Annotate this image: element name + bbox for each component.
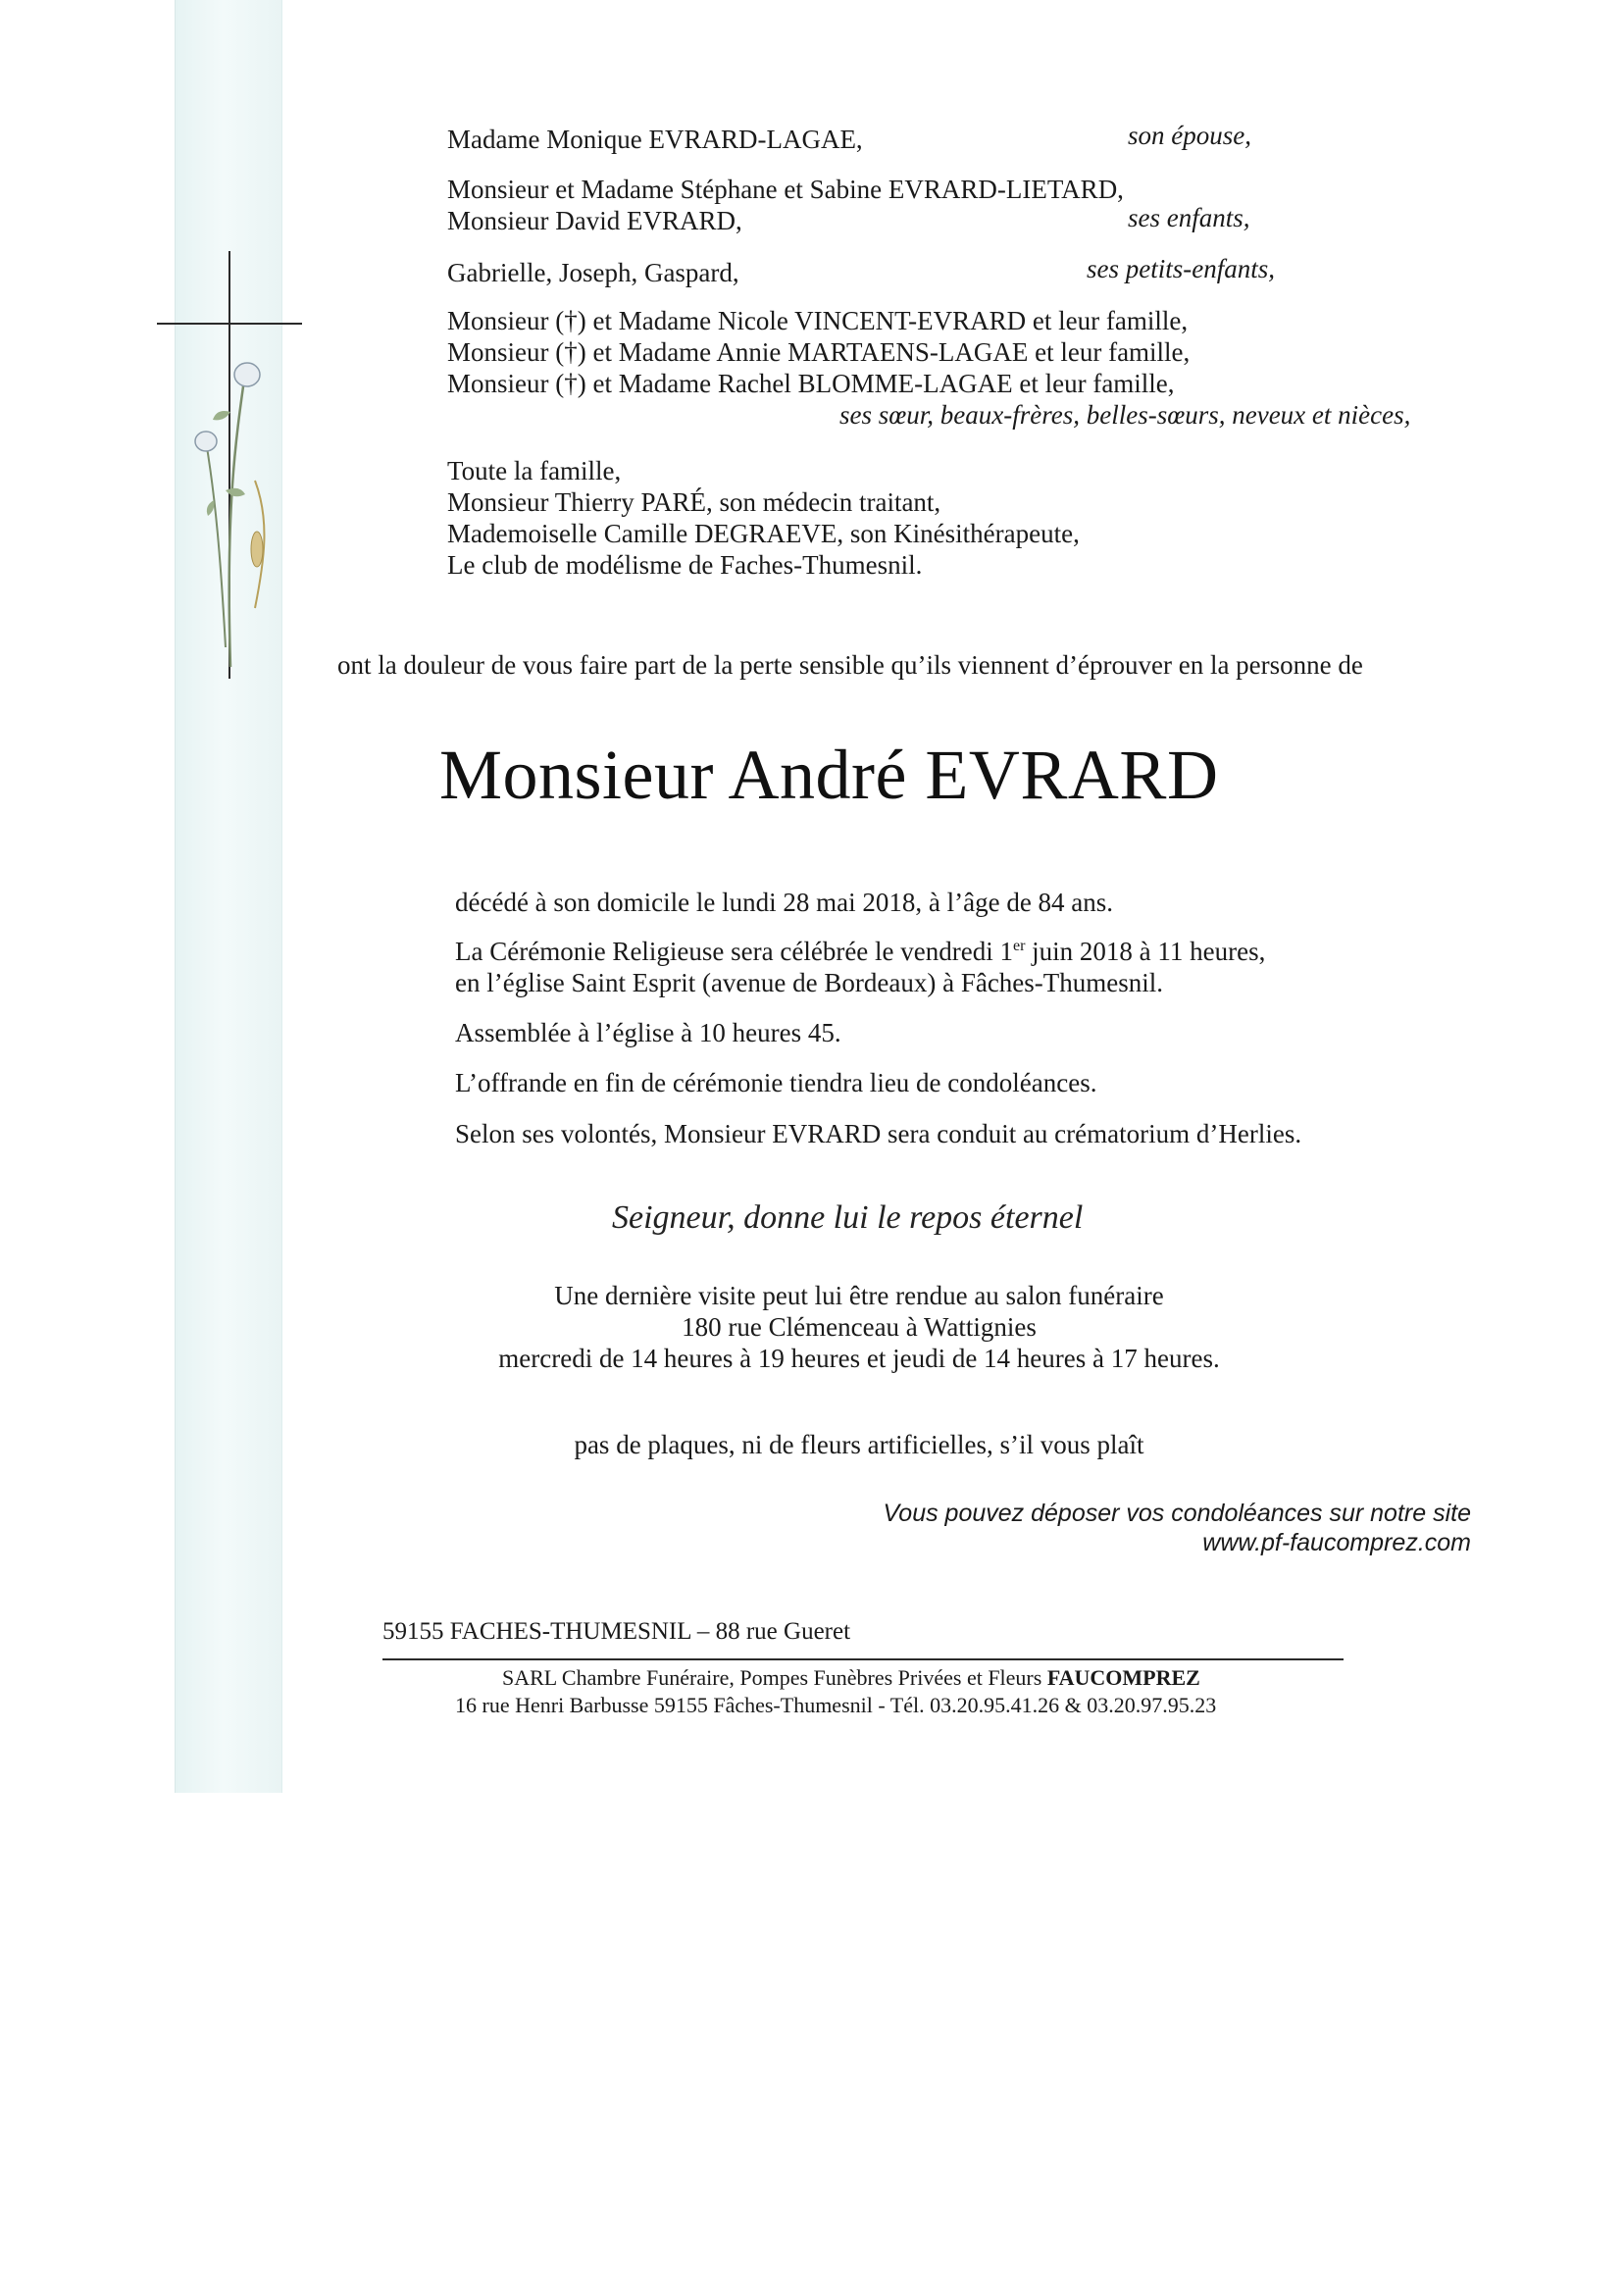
flowers-request: pas de plaques, ni de fleurs artificielles, s’il vous plaît [574,1430,1144,1459]
siblings-line-1: Monsieur (†) et Madame Nicole VINCENT-EVRARD et leur famille, [447,306,1189,335]
spouse-role: son épouse, [1128,121,1251,150]
offering-line: L’offrande en fin de cérémonie tiendra lieu de condoléances. [455,1068,1097,1097]
announcement: ont la douleur de vous faire part de la perte sensible qu’ils viennent d’éprouver en la personne de [337,650,1363,680]
footer-company: SARL Chambre Funéraire, Pompes Funèbres Privées et Fleurs FAUCOMPREZ [502,1665,1200,1690]
website-url[interactable]: www.pf-faucomprez.com [1202,1529,1471,1556]
others-line-4: Le club de modélisme de Faches-Thumesnil. [447,550,923,580]
address-line: 59155 FACHES-THUMESNIL – 88 rue Gueret [382,1618,851,1645]
crematorium-line: Selon ses volontés, Monsieur EVRARD sera conduit au crématorium d’Herlies. [455,1119,1302,1148]
visit-line-1: Une dernière visite peut lui être rendue au salon funéraire [554,1281,1164,1310]
children-line-2: Monsieur David EVRARD, [447,206,742,235]
siblings-role: ses sœur, beaux-frères, belles-sœurs, neveux et nièces, [839,400,1411,430]
children-role: ses enfants, [1128,203,1250,232]
grandchildren: Gabrielle, Joseph, Gaspard, [447,258,739,287]
visit-line-2: 180 rue Clémenceau à Wattignies [682,1312,1037,1342]
prayer-line: Seigneur, donne lui le repos éternel [612,1199,1084,1236]
death-line: décédé à son domicile le lundi 28 mai 2018, à l’âge de 84 ans. [455,888,1114,917]
footer-contact: 16 rue Henri Barbusse 59155 Fâches-Thumesnil - Tél. 03.20.95.41.26 & 03.20.97.95.23 [455,1693,1217,1717]
flower-icon [186,353,294,677]
ceremony-place: en l’église Saint Esprit (avenue de Bordeaux) à Fâches-Thumesnil. [455,968,1164,997]
cross-bar [157,323,302,325]
others-line-1: Toute la famille, [447,456,622,485]
assembly-line: Assemblée à l’église à 10 heures 45. [455,1018,841,1047]
website-line-1: Vous pouvez déposer vos condoléances sur notre site [883,1500,1471,1527]
spouse-name: Madame Monique EVRARD-LAGAE, [447,125,863,154]
deceased-name: Monsieur André EVRARD [439,736,1219,814]
siblings-line-2: Monsieur (†) et Madame Annie MARTAENS-LAGAE et leur famille, [447,337,1191,367]
footer-divider [382,1658,1344,1660]
ceremony-line: La Cérémonie Religieuse sera célébrée le vendredi 1er juin 2018 à 11 heures, [455,937,1266,966]
siblings-line-3: Monsieur (†) et Madame Rachel BLOMME-LAGAE et leur famille, [447,369,1175,398]
grandchildren-role: ses petits-enfants, [1087,254,1275,283]
visit-line-3: mercredi de 14 heures à 19 heures et jeudi de 14 heures à 17 heures. [498,1344,1220,1373]
others-line-3: Mademoiselle Camille DEGRAEVE, son Kinésithérapeute, [447,519,1080,548]
children-line-1: Monsieur et Madame Stéphane et Sabine EVRARD-LIETARD, [447,175,1124,204]
others-line-2: Monsieur Thierry PARÉ, son médecin traitant, [447,487,941,517]
